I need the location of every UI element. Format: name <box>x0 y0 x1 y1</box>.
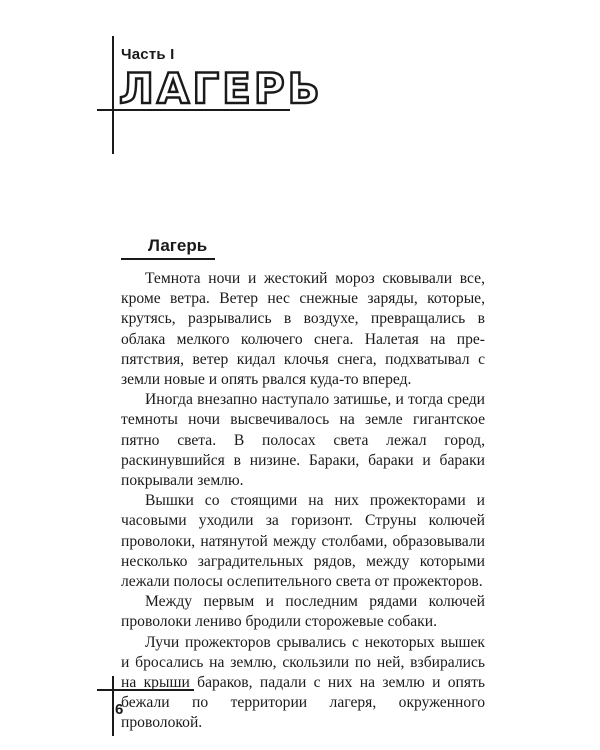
paragraph-2: Иногда внезапно наступало затишье, и тогда среди темноты ночи высвечивалось на земле гигантское пятно света. В полосах света лежал город, раскинувшийся в низине. Бараки, бараки и бараки покрывали землю. <box>121 391 485 490</box>
section-title: Лагерь <box>148 236 208 255</box>
section-underline-rule <box>121 258 215 260</box>
body-text <box>121 269 485 734</box>
header-vertical-rule <box>112 36 114 154</box>
part-title: ЛАГЕРЬ <box>119 64 323 113</box>
paragraph-3: Вышки со стоящими на них прожекторами и часовыми уходили за горизонт. Струны колючей проволоки, натянутой между столбами, образовывали несколько заградительных рядов, между которыми лежали полосы ослепительного света от прожекторов. <box>121 492 485 591</box>
paragraph-5: Лучи прожекторов срывались с некоторых вышек и бросались на землю, скользили по ней, взбирались на крыши бараков, падали с них на землю и опять бежали по территории лагеря, окруженного проволокой. <box>121 633 485 732</box>
paragraph-1: Темнота ночи и жестокий мороз сковывали все, кроме ветра. Ветер нес снежные заряды, которые, крутясь, разрывались в воздухе, превращались в облака мелкого колючего снега. Налетая на препятствия, ветер кидал клочья снега, подхватывал с земли новые и опять рвался куда-то вперед. <box>121 270 485 389</box>
page-number: 6 <box>115 701 124 718</box>
part-label: Часть I <box>121 46 175 63</box>
paragraph-4: Между первым и последним рядами колючей проволоки лениво бродили сторожевые собаки. <box>121 593 485 631</box>
footer-vertical-rule <box>112 676 114 736</box>
